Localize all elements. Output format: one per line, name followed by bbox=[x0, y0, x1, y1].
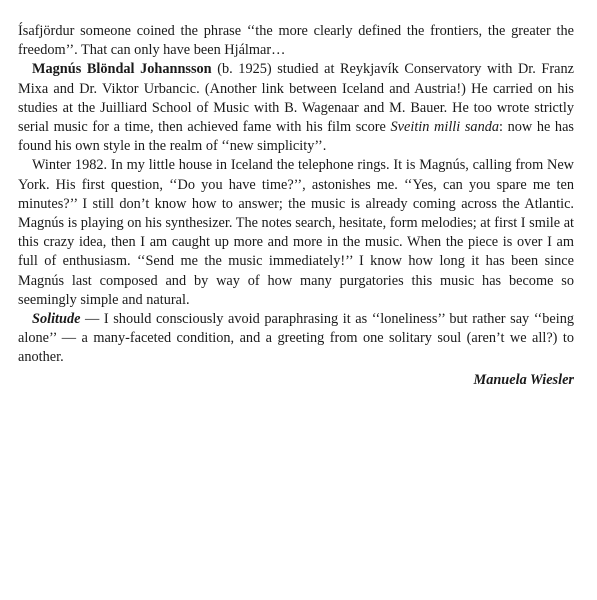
paragraph-magnus-biography bbox=[18, 60, 574, 156]
composer-name: Magnús Blöndal Johannsson bbox=[32, 61, 212, 78]
paragraph-solitude bbox=[18, 310, 574, 368]
author-signature: Manuela Wiesler bbox=[473, 371, 574, 388]
liner-notes-page bbox=[18, 22, 574, 390]
paragraph-text-after-title: : now he has found his own style in the realm of ‘‘new simplicity’’. bbox=[18, 119, 574, 155]
paragraph-text: — I should consciously avoid paraphrasing it as ‘‘loneliness’’ but rather say ‘‘being alone’’ — a many-faceted condition, and a greeting from one solitary soul (aren’t we all?) to another. bbox=[18, 311, 574, 366]
paragraph-isafjordur bbox=[18, 22, 574, 60]
paragraph-winter-1982 bbox=[18, 156, 574, 310]
work-title-solitude: Solitude bbox=[32, 311, 81, 328]
paragraph-text: Ísafjördur someone coined the phrase ‘‘the more clearly defined the frontiers, the greater the freedom’’. That can only have been Hjálmar… bbox=[18, 23, 574, 59]
paragraph-text: Winter 1982. In my little house in Iceland the telephone rings. It is Magnús, calling from New York. His first question, ‘‘Do you have time?’’, astonishes me. ‘‘Yes, can you spare me ten minutes?’’ I still don’t know how to answer; the music is already coming across the Atlantic. Magnús is playing on his synthesizer. The notes search, hesitate, form melodies; at first I smile at this crazy idea, then I am caught up more and more in the music. When the piece is over I am full of enthusiasm. ‘‘Send me the music immediately!’’ I know how long it has been since Magnús last composed and by way of how many purgatories this music has become so seemingly simple and natural. bbox=[18, 157, 575, 308]
film-score-title: Sveitin milli sanda bbox=[390, 119, 500, 136]
paragraph-text-before-title: (b. 1925) studied at Reykjavík Conservatory with Dr. Franz Mixa and Dr. Viktor Urbancic. (Another link between Iceland and Austria!) He carried on his studies at the Juilliard School of Music with B. Wagenaar and M. Bauer. He too wrote strictly serial music for a time, then achieved fame with his film score bbox=[18, 61, 574, 136]
